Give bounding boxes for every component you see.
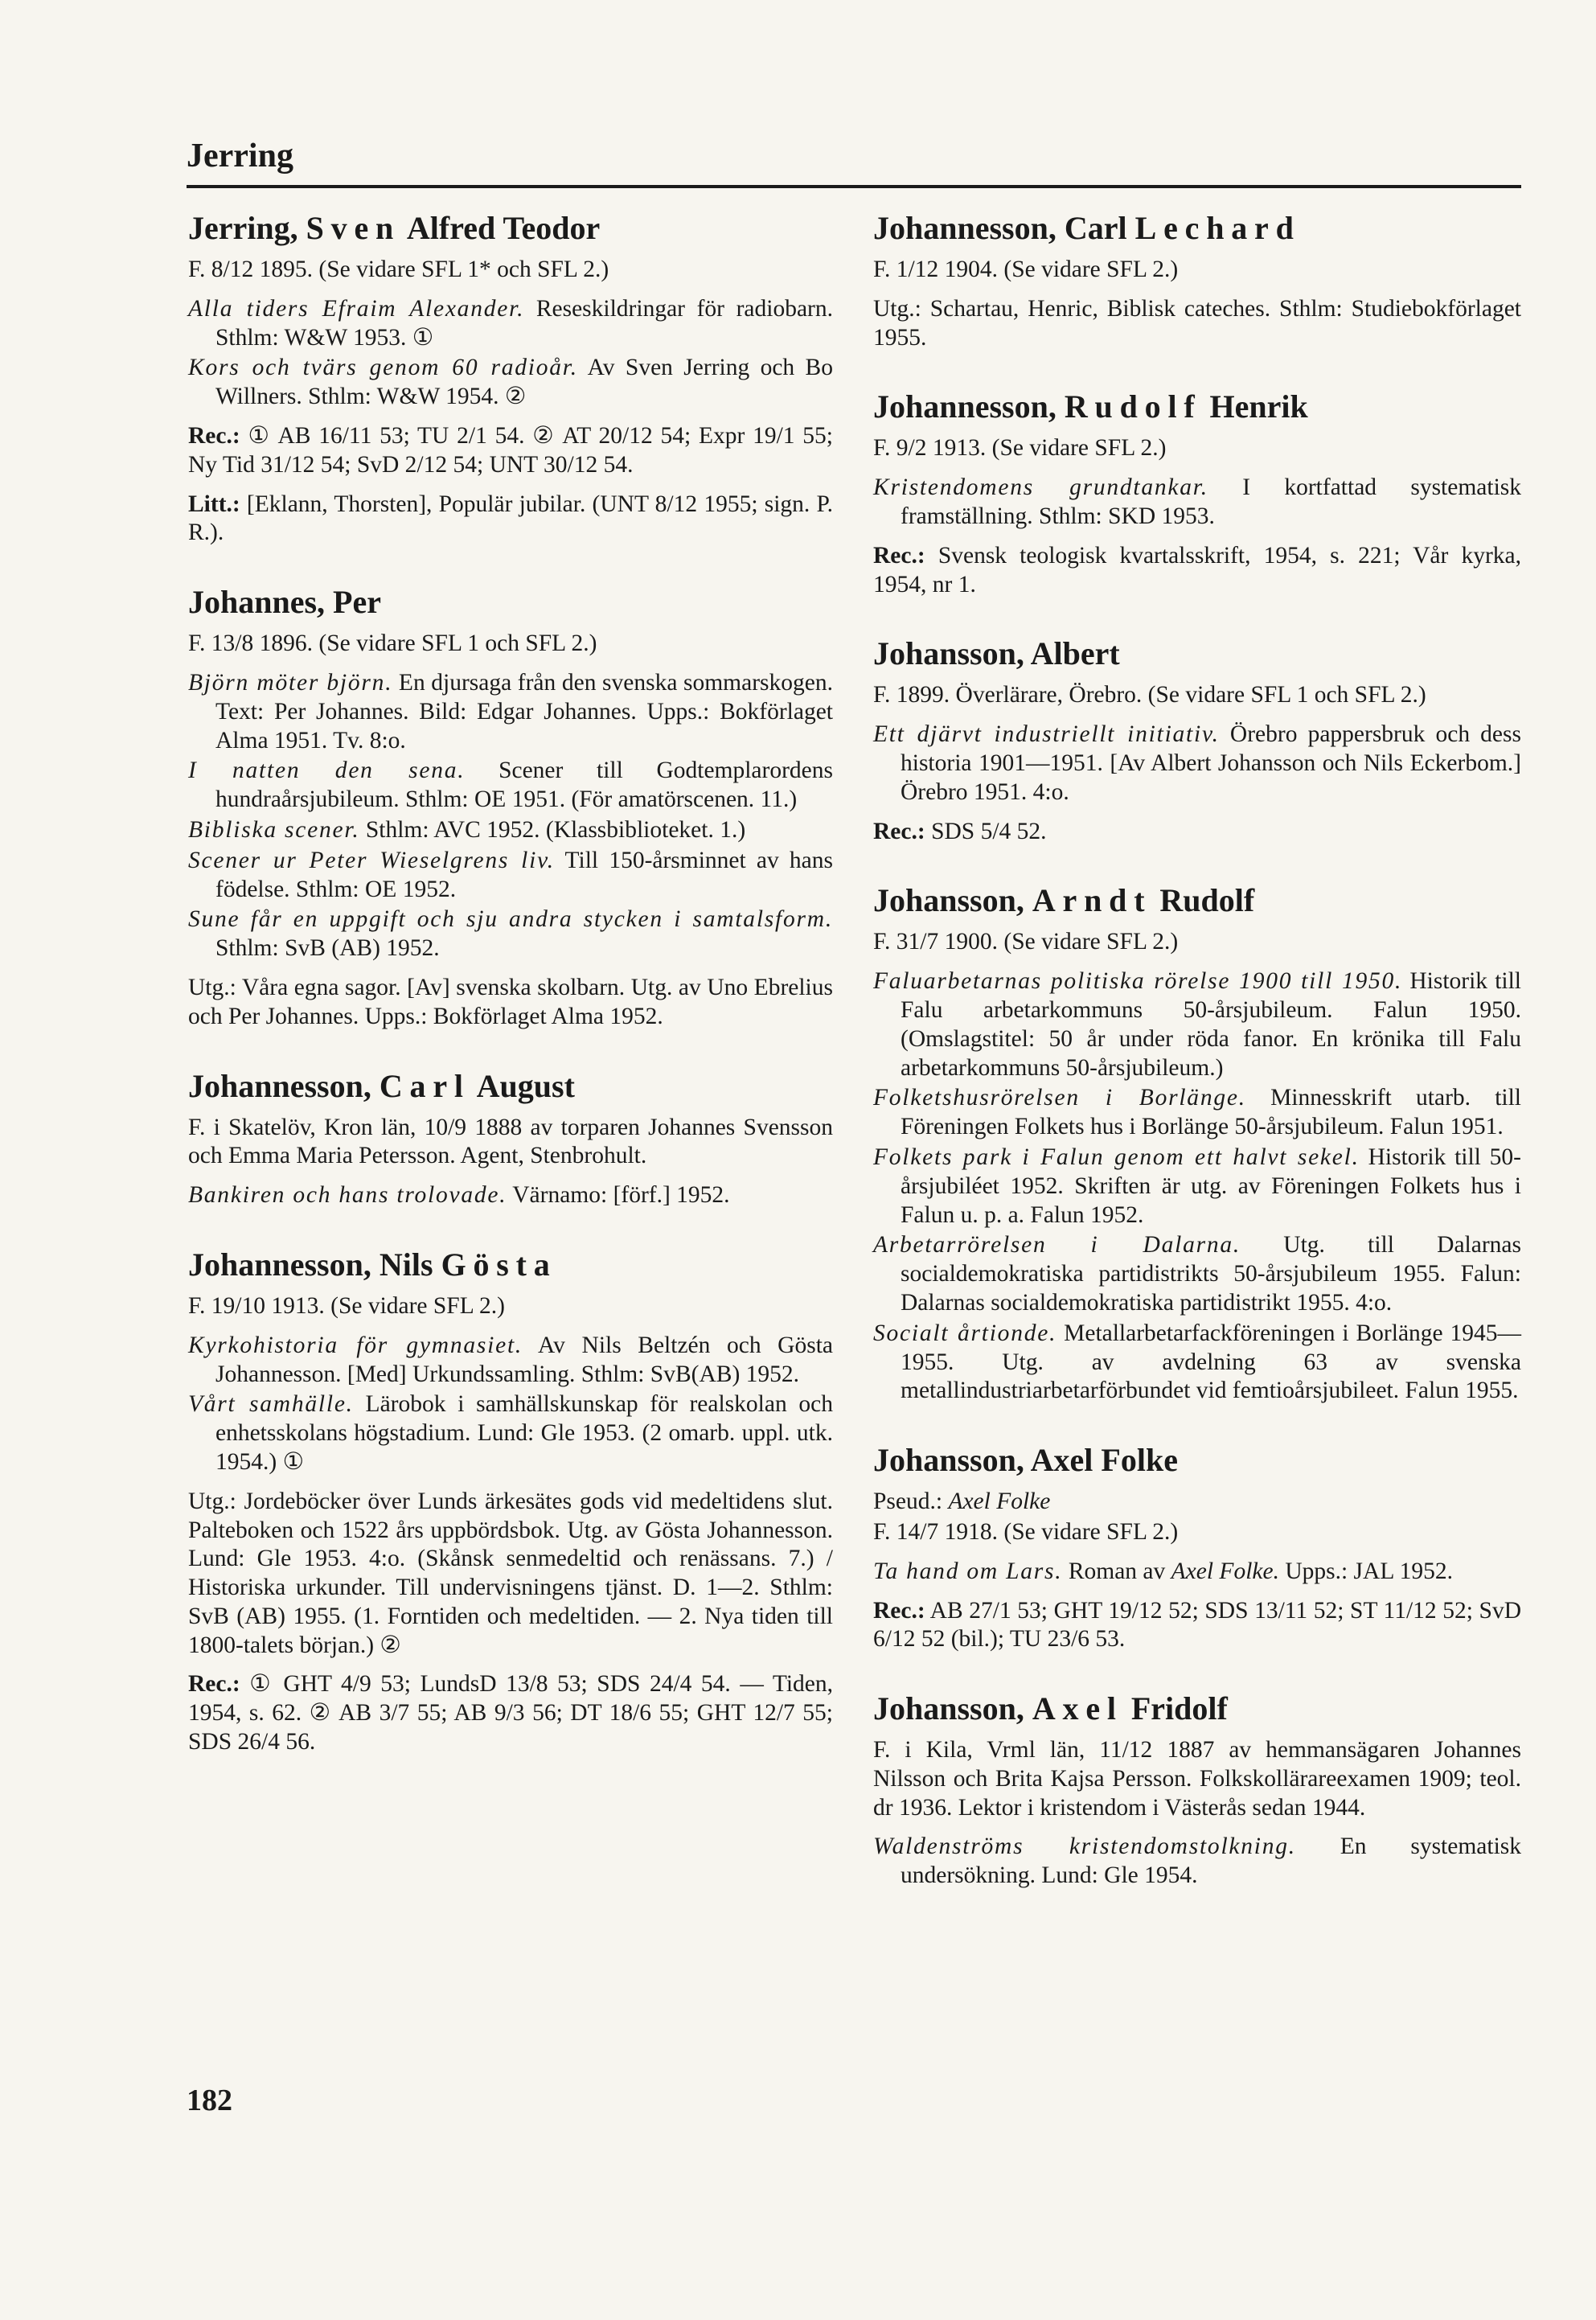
- work-item: Björn möter björn. En djursaga från den svenska sommarskogen. Text: Per Johannes. Bild: Edgar Johannes. Upps.: Bokförlaget Alma 1951. Tv. 8:o.: [188, 669, 833, 753]
- editor-note: Utg.: Våra egna sagor. [Av] svenska skolbarn. Utg. av Uno Ebrelius och Per Johannes. Upps.: Bokförlaget Alma 1952.: [188, 974, 833, 1029]
- review-note: Rec.: AB 27/1 53; GHT 19/12 52; SDS 13/11 52; ST 11/12 52; SvD 6/12 52 (bil.); TU 23/6 53.: [873, 1597, 1521, 1653]
- work-item: Sune får en uppgift och sju andra stycken i samtalsform. Sthlm: SvB (AB) 1952.: [188, 906, 833, 962]
- work-item: Faluarbetarnas politiska rörelse 1900 till 1950. Historik till Falu arbetarkommuns 50-årsjubileum. Falun 1950. (Omslagstitel: 50 år under röda fanor. En krönika till Falu arbetarkommuns 50-årsjubileum.): [873, 968, 1522, 1081]
- entry-name: Jerring, Sven Alfred Teodor: [188, 210, 601, 246]
- entry-name: Johannesson, Carl Lechard: [873, 210, 1301, 246]
- entry-bio: F. 19/10 1913. (Se vidare SFL 2.): [188, 1292, 505, 1319]
- work-item: Socialt årtionde. Metallarbetarfackföreningen i Borlänge 1945—1955. Utg. av avdelning 63 av svenska metallindustriarbetarförbundet vid femtioårsjubileet. Falun 1955.: [873, 1320, 1521, 1404]
- entry: [873, 880, 1521, 1406]
- work-item: Alla tiders Efraim Alexander. Reseskildringar för radiobarn. Sthlm: W&W 1953. ①: [188, 295, 833, 351]
- entry-name: Johannesson, Nils Gösta: [188, 1246, 557, 1283]
- entry-bio: F. i Kila, Vrml län, 11/12 1887 av hemmansägaren Johannes Nilsson och Brita Kajsa Persson. Folkskollärareexamen 1909; teol. dr 1936. Lektor i kristendom i Västerås sedan 1944.: [873, 1737, 1521, 1821]
- work-item: Ett djärvt industriellt initiativ. Örebro pappersbruk och dess historia 1901—1951. [Av Albert Johansson och Nils Eckerbom.] Örebro 1951. 4:o.: [873, 721, 1521, 805]
- entry: [188, 207, 833, 548]
- literature-note: Litt.: [Eklann, Thorsten], Populär jubilar. (UNT 8/12 1955; sign. P. R.).: [188, 491, 833, 546]
- pseudonym-line: Pseud.: Axel Folke: [873, 1488, 1051, 1515]
- entry: [188, 1244, 833, 1757]
- work-item: Folkets park i Falun genom ett halvt sekel. Historik till 50-årsjubiléet 1952. Skriften är utg. av Föreningen Folkets hus i Falun u. p. a. Falun 1952.: [873, 1144, 1522, 1228]
- page-number: 182: [187, 2084, 232, 2117]
- entry-bio: F. 13/8 1896. (Se vidare SFL 1 och SFL 2.): [188, 630, 597, 657]
- work-item: Kyrkohistoria för gymnasiet. Av Nils Beltzén och Gösta Johannesson. [Med] Urkundssamling. Sthlm: SvB(AB) 1952.: [188, 1332, 833, 1387]
- entry: [188, 1066, 833, 1210]
- review-note: Rec.: Svensk teologisk kvartalsskrift, 1954, s. 221; Vår kyrka, 1954, nr 1.: [873, 542, 1521, 597]
- work-item: Kors och tvärs genom 60 radioår. Av Sven Jerring och Bo Willners. Sthlm: W&W 1954. ②: [188, 355, 833, 410]
- entry: [873, 207, 1521, 352]
- entry: [873, 633, 1521, 846]
- entry-name: Johannesson, Rudolf Henrik: [873, 388, 1308, 425]
- work-item: Kristendomens grundtankar. I kortfattad systematisk framställning. Sthlm: SKD 1953.: [873, 474, 1521, 529]
- work-item: Ta hand om Lars. Roman av Axel Folke. Upps.: JAL 1952.: [873, 1558, 1454, 1584]
- editor-note: Utg.: Jordeböcker över Lunds ärkesätes gods vid medeltidens slut. Palteboken och 1522 års uppbördsbok. Utg. av Gösta Johannesson. Lund: Gle 1953. 4:o. (Skånsk senmedeltid och renässans. 7.) / Historiska urkunder. Till undervisningens tjänst. D. 1—2. Sthlm: SvB (AB) 1955. (1. Forntiden och medeltiden. — 2. Nya tiden till 1800-talets början.) ②: [188, 1488, 833, 1658]
- entry-bio: F. 14/7 1918. (Se vidare SFL 2.): [873, 1518, 1179, 1545]
- review-note: Rec.: SDS 5/4 52.: [873, 818, 1047, 844]
- entry: [188, 581, 833, 1031]
- editor-note: Utg.: Schartau, Henric, Biblisk cateches. Sthlm: Studiebokförlaget 1955.: [873, 295, 1521, 351]
- left-column: [188, 207, 833, 1791]
- work-item: Scener ur Peter Wieselgrens liv. Till 150-årsminnet av hans födelse. Sthlm: OE 1952.: [188, 847, 834, 902]
- entry-name: Johannes, Per: [188, 584, 381, 621]
- right-column: [873, 207, 1521, 1924]
- header-rule: [187, 185, 1521, 188]
- entry-bio: F. 8/12 1895. (Se vidare SFL 1* och SFL 2.): [188, 257, 609, 282]
- entry-name: Johansson, Axel Fridolf: [873, 1690, 1228, 1727]
- entry-bio: F. 1899. Överlärare, Örebro. (Se vidare SFL 1 och SFL 2.): [873, 682, 1426, 708]
- entry-name: Johansson, Axel Folke: [873, 1442, 1178, 1479]
- work-item: Vårt samhälle. Lärobok i samhällskunskap för realskolan och enhetsskolans högstadium. Lund: Gle 1953. (2 omarb. uppl. utk. 1954.) ①: [188, 1391, 833, 1475]
- entry: [873, 386, 1521, 599]
- work-item: Folketshusrörelsen i Borlänge. Minnesskrift utarb. till Föreningen Folkets hus i Borlänge 50-årsjubileum. Falun 1951.: [873, 1085, 1522, 1140]
- running-head: Jerring: [187, 138, 293, 175]
- entry-name: Johansson, Albert: [873, 635, 1120, 672]
- work-item: I natten den sena. Scener till Godtemplarordens hundraårsjubileum. Sthlm: OE 1951. (För amatörscenen. 11.): [188, 758, 833, 813]
- entry-name: Johansson, Arndt Rudolf: [873, 882, 1255, 919]
- review-note: Rec.: ① AB 16/11 53; TU 2/1 54. ② AT 20/12 54; Expr 19/1 55; Ny Tid 31/12 54; SvD 2/12 54; UNT 30/12 54.: [188, 422, 833, 478]
- entry-name: Johannesson, Carl August: [188, 1067, 575, 1104]
- entry-bio: F. 31/7 1900. (Se vidare SFL 2.): [873, 929, 1179, 955]
- work-item: Arbetarrörelsen i Dalarna. Utg. till Dalarnas socialdemokratiska partidistrikts 50-årsjubileum 1955. Falun: Dalarnas socialdemokratiska partidistrikt 1955. 4:o.: [873, 1232, 1521, 1316]
- work-item: Bibliska scener. Sthlm: AVC 1952. (Klassbiblioteket. 1.): [188, 816, 746, 843]
- entry: [873, 1439, 1521, 1654]
- entry-bio: F. 1/12 1904. (Se vidare SFL 2.): [873, 257, 1179, 282]
- review-note: Rec.: ① GHT 4/9 53; LundsD 13/8 53; SDS 24/4 54. — Tiden, 1954, s. 62. ② AB 3/7 55; AB 9/3 56; DT 18/6 55; GHT 12/7 55; SDS 26/4 56.: [188, 1671, 833, 1755]
- entry: [873, 1688, 1521, 1891]
- entry-bio: F. 9/2 1913. (Se vidare SFL 2.): [873, 435, 1167, 462]
- work-item: Bankiren och hans trolovade. Värnamo: [förf.] 1952.: [188, 1182, 730, 1209]
- work-item: Waldenströms kristendomstolkning. En systematisk undersökning. Lund: Gle 1954.: [873, 1833, 1521, 1889]
- entry-bio: F. i Skatelöv, Kron län, 10/9 1888 av torparen Johannes Svensson och Emma Maria Petersson. Agent, Stenbrohult.: [188, 1114, 833, 1169]
